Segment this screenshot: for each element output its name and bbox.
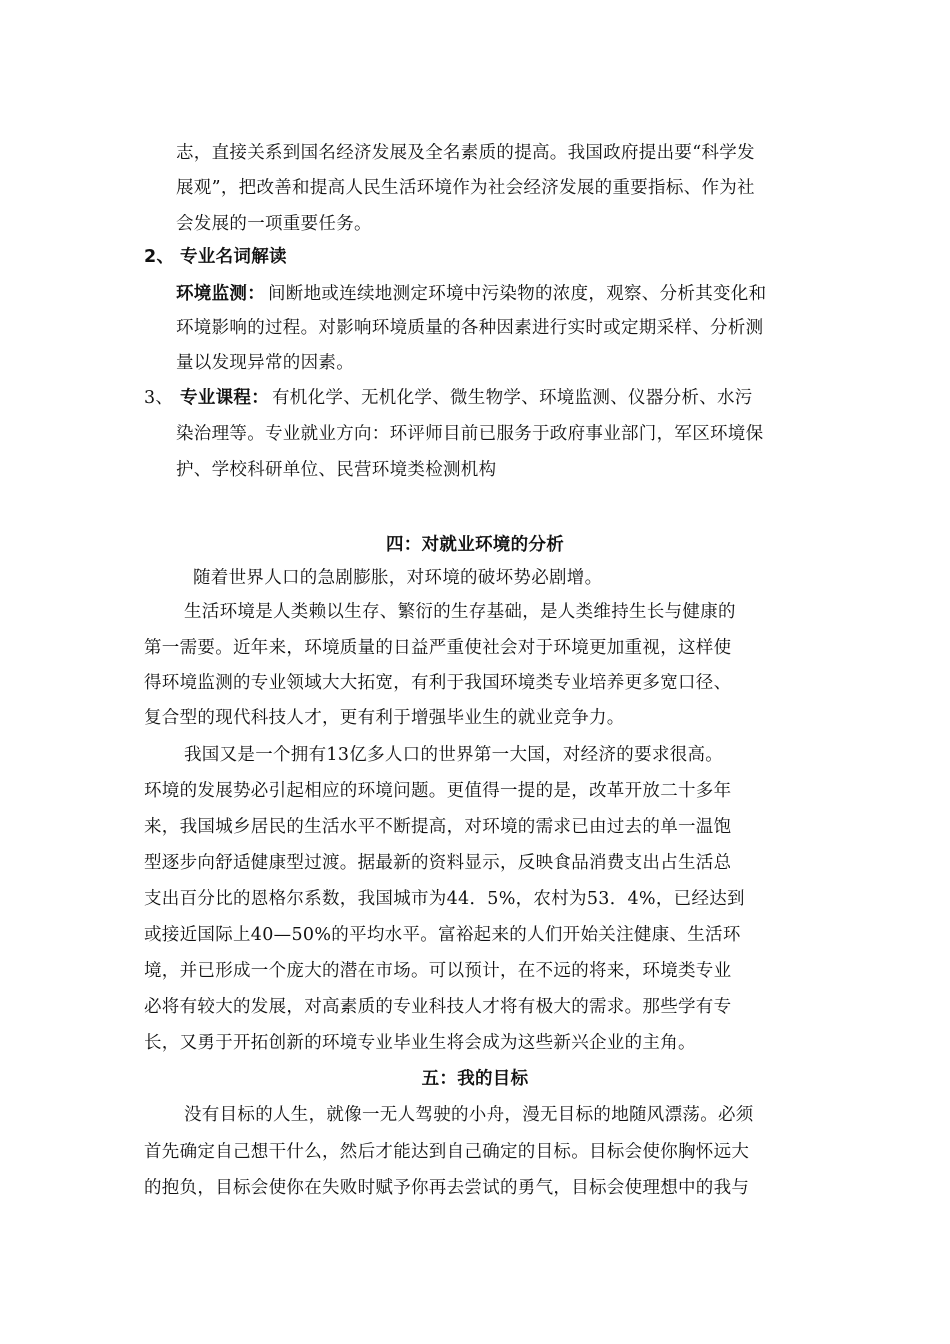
section-4-p2-line-4: 复合型的现代科技人才，更有利于增强毕业生的就业竞争力。 bbox=[144, 708, 625, 728]
term-environment-monitoring: 环境监测： bbox=[176, 284, 265, 304]
section-3-line-2: 染治理等。专业就业方向：环评师目前已服务于政府事业部门，军区环境保 bbox=[176, 424, 764, 444]
section-4-p3-line-3: 来，我国城乡居民的生活水平不断提高，对环境的需求已由过去的单一温饱 bbox=[144, 817, 732, 837]
section-4-p2-line-2: 第一需要。近年来，环境质量的日益严重使社会对于环境更加重视，这样使 bbox=[144, 638, 732, 658]
section-4-p3-line-9: 长，又勇于开拓创新的环境专业毕业生将会成为这些新兴企业的主角。 bbox=[144, 1033, 696, 1053]
intro-line-3: 会发展的一项重要任务。 bbox=[176, 214, 372, 234]
section-3-number: 3、 bbox=[144, 388, 174, 408]
section-4-title: 四：对就业环境的分析 bbox=[386, 535, 564, 555]
section-4-p2-line-3: 得环境监测的专业领域大大拓宽，有利于我国环境类专业培养更多宽口径、 bbox=[144, 673, 732, 693]
section-4-p2-line-1: 生活环境是人类赖以生存、繁衍的生存基础，是人类维持生长与健康的 bbox=[184, 602, 736, 622]
section-4-p3-line-6: 或接近国际上40—50%的平均水平。富裕起来的人们开始关注健康、生活环 bbox=[144, 925, 741, 945]
section-4-p3-line-8: 必将有较大的发展，对高素质的专业科技人才将有极大的需求。那些学有专 bbox=[144, 997, 732, 1017]
section-2-line-2: 环境影响的过程。对影响环境质量的各种因素进行实时或定期采样、分析测 bbox=[176, 318, 764, 338]
section-4-p3-line-7: 境，并已形成一个庞大的潜在市场。可以预计，在不远的将来，环境类专业 bbox=[144, 961, 732, 981]
section-4-p3-line-4: 型逐步向舒适健康型过渡。据最新的资料显示，反映食品消费支出占生活总 bbox=[144, 853, 732, 873]
section-2-number: 2、 bbox=[144, 247, 175, 267]
section-5-p1-line-1: 没有目标的人生，就像一无人驾驶的小舟，漫无目标的地随风漂荡。必须 bbox=[184, 1105, 754, 1125]
section-2-line-3: 量以发现异常的因素。 bbox=[176, 353, 354, 373]
section-4-p3-line-2: 环境的发展势必引起相应的环境问题。更值得一提的是，改革开放二十多年 bbox=[144, 781, 732, 801]
section-4-p3-line-1: 我国又是一个拥有13亿多人口的世界第一大国，对经济的要求很高。 bbox=[184, 745, 724, 765]
intro-line-1: 志，直接关系到国名经济发展及全名素质的提高。我国政府提出要“科学发 bbox=[176, 143, 755, 163]
section-5-p1-line-2: 首先确定自己想干什么，然后才能达到自己确定的目标。目标会使你胸怀远大 bbox=[144, 1142, 750, 1162]
intro-line-2: 展观”，把改善和提高人民生活环境作为社会经济发展的重要指标、作为社 bbox=[176, 178, 755, 198]
section-3-line-3: 护、学校科研单位、民营环境类检测机构 bbox=[176, 460, 497, 480]
section-4-p1: 随着世界人口的急剧膨胀，对环境的破坏势必剧增。 bbox=[193, 568, 603, 588]
section-3-label: 专业课程： bbox=[180, 388, 269, 408]
section-2-line-1: 间断地或连续地测定环境中污染物的浓度，观察、分析其变化和 bbox=[268, 284, 767, 304]
section-2-heading: 专业名词解读 bbox=[180, 247, 287, 267]
section-5-title: 五：我的目标 bbox=[421, 1069, 529, 1089]
section-3-line-1: 有机化学、无机化学、微生物学、环境监测、仪器分析、水污 bbox=[272, 388, 753, 408]
section-4-p3-line-5: 支出百分比的恩格尔系数，我国城市为44．5%，农村为53．4%，已经达到 bbox=[144, 889, 745, 909]
section-5-p1-line-3: 的抱负，目标会使你在失败时赋予你再去尝试的勇气，目标会使理想中的我与 bbox=[144, 1178, 750, 1198]
